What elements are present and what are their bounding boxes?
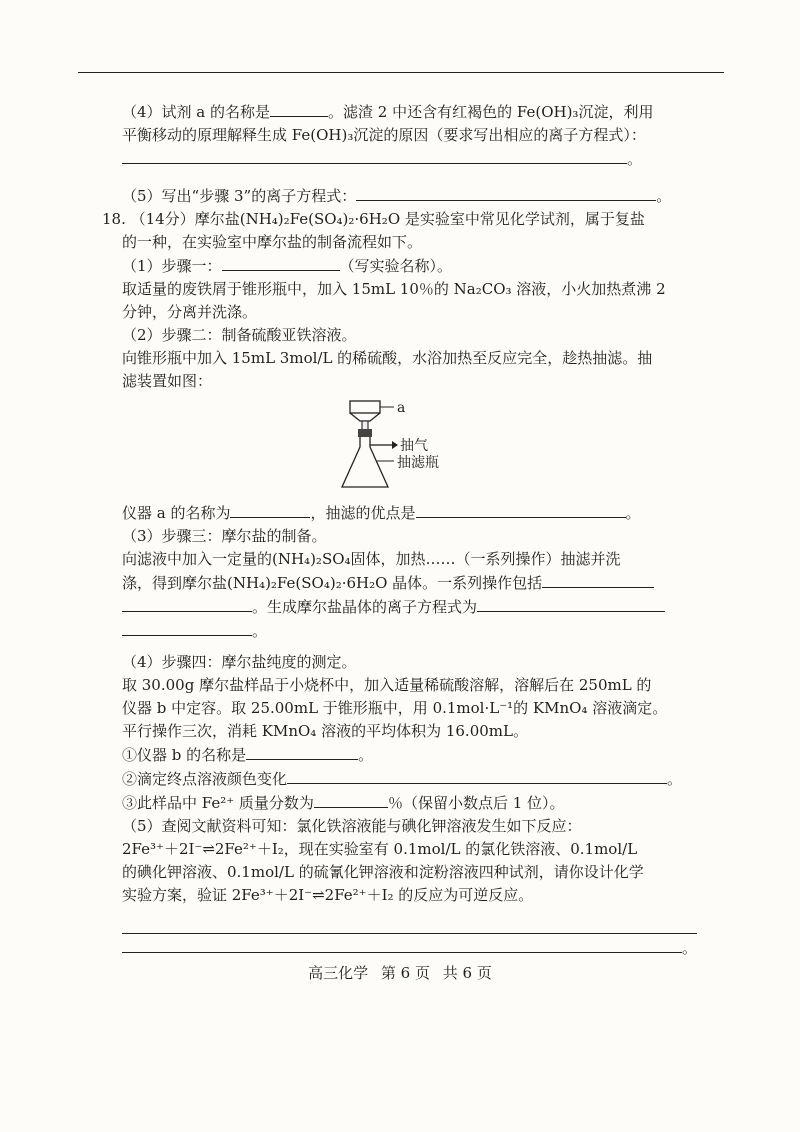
q18-heading-line1: 18. （14分）摩尔盐(NH₄)₂Fe(SO₄)₂·6H₂O 是实验室中常见化学试剂，属于复盐: [102, 210, 645, 228]
rubber-stopper: [358, 429, 372, 437]
q18-step1-line2: 分钟，分离并洗涤。: [122, 303, 258, 321]
q18-step3-line1: 向滤液中加入一定量的(NH₄)₂SO₄固体，加热……（一系列操作）抽滤并洗: [122, 550, 621, 568]
q17-part4-line3: [122, 147, 697, 171]
q18-s2-q-end: 。: [625, 504, 641, 522]
header-rule: [78, 72, 724, 73]
answer-blank-reagent-a[interactable]: [270, 100, 328, 117]
answer-blank-operations-2[interactable]: [122, 595, 252, 612]
q18-step2-title: （2）步骤二：制备硫酸亚铁溶液。: [122, 326, 357, 344]
q18-step4-q1: [122, 743, 697, 767]
q18-s2-q-text-a: 仪器 a 的名称为: [122, 504, 231, 522]
q17-part4-line2: 平衡移动的原理解释生成 Fe(OH)₃沉淀的原因（要求写出相应的离子方程式）：: [122, 126, 646, 144]
q18-step1-line1: 取适量的废铁屑于锥形瓶中，加入 15mL 10％的 Na₂CO₃ 溶液，小火加热煮沸 2: [122, 280, 666, 298]
q18-step3-title: （3）步骤三：摩尔盐的制备。: [122, 527, 327, 545]
answer-blank-fe-oh3-reason[interactable]: [122, 147, 627, 164]
q18-step3-line2: [122, 571, 697, 595]
answer-blank-ionic-equation-2[interactable]: [122, 619, 252, 636]
answer-blank-instrument-a[interactable]: [230, 501, 310, 518]
answer-blank-instrument-b[interactable]: [246, 743, 358, 760]
q18-s4-q1-end: 。: [358, 746, 374, 764]
q18-s4-q2-end: 。: [667, 770, 683, 788]
answer-blank-ionic-equation-1[interactable]: [477, 595, 665, 612]
q18-step5-answer-line2: [122, 936, 697, 960]
q17-p4-text-a: （4）试剂 a 的名称是: [122, 103, 271, 121]
q18-step4-line3: 平行操作三次，消耗 KMnO₄ 溶液的平均体积为 16.00mL。: [122, 722, 528, 740]
page-footer: [0, 962, 800, 983]
answer-line-experiment-1[interactable]: [122, 913, 697, 934]
figure-label-flask: 抽滤瓶: [397, 455, 439, 471]
footer-total-pages: 共 6 页: [442, 964, 492, 982]
answer-blank-operations-1[interactable]: [542, 571, 654, 588]
q18-step2-question: [122, 501, 697, 525]
figure-label-vacuum: 抽气: [400, 438, 428, 454]
q18-step1: [122, 254, 697, 278]
q17-part4-line1: [122, 100, 697, 124]
q18-step3-line3: [122, 595, 697, 619]
figure-label-a: a: [397, 400, 406, 416]
q18-step5-line2: 的碘化钾溶液、0.1mol/L 的硫氰化钾溶液和淀粉溶液四种试剂，请你设计化学: [122, 863, 644, 881]
vacuum-arrow-icon: [392, 441, 398, 449]
q18-s4-q1-text: ①仪器 b 的名称是: [122, 746, 247, 764]
footer-subject: 高三化学: [308, 964, 369, 982]
q18-step3-line4: [122, 619, 697, 643]
q18-step5-line1: 2Fe³⁺＋2I⁻⇌2Fe²⁺＋I₂，现在实验室有 0.1mol/L 的氯化铁溶液、0.1mol/L: [122, 840, 638, 858]
q17-p5-text: （5）写出“步骤 3”的离子方程式：: [122, 187, 357, 205]
q18-step5-title: （5）查阅文献资料可知：氯化铁溶液能与碘化钾溶液发生如下反应：: [122, 817, 582, 835]
q18-step4-q2: [122, 767, 697, 791]
q18-s1-suffix: （写实验名称）。: [339, 257, 453, 275]
buchner-funnel-body: [350, 401, 380, 413]
answer-line-experiment-2[interactable]: [122, 936, 682, 953]
q17-p5-end: 。: [656, 187, 672, 205]
q18-step4-title: （4）步骤四：摩尔盐纯度的测定。: [122, 653, 357, 671]
q18-step5-line3: 实验方案，验证 2Fe³⁺＋2I⁻⇌2Fe²⁺＋I₂ 的反应为可逆反应。: [122, 886, 534, 904]
answer-blank-fe2-mass-fraction[interactable]: [314, 791, 388, 808]
q18-s3-eq-text: 。生成摩尔盐晶体的离子方程式为: [252, 598, 478, 616]
q18-step4-q3: [122, 791, 697, 815]
q18-step4-line1: 取 30.00g 摩尔盐样品于小烧杯中，加入适量稀硫酸溶解，溶解后在 250mL 的: [122, 676, 652, 694]
q18-s3-text: 涤，得到摩尔盐(NH₄)₂Fe(SO₄)₂·6H₂O 晶体。一系列操作包括: [122, 574, 543, 592]
q18-s4-q3-suffix: ％（保留小数点后 1 位）。: [387, 794, 565, 812]
q18-step2-line1: 向锥形瓶中加入 15mL 3mol/L 的稀硫酸，水浴加热至反应完全，趁热抽滤。抽: [122, 349, 653, 367]
q18-s2-q-text-b: ，抽滤的优点是: [310, 504, 416, 522]
footer-page-number: 第 6 页: [380, 964, 430, 982]
q18-s4-q3-text: ③此样品中 Fe²⁺ 质量分数为: [122, 794, 314, 812]
q18-s3-end: 。: [252, 622, 268, 640]
q18-s4-q2-text: ②滴定终点溶液颜色变化: [122, 770, 288, 788]
answer-blank-step1-name[interactable]: [222, 254, 340, 271]
answer-blank-endpoint-color[interactable]: [287, 767, 667, 784]
page-content: [102, 100, 698, 960]
buchner-funnel-cone: [350, 413, 380, 421]
q18-s5-end: 。: [682, 939, 698, 957]
q17-part5: [122, 184, 697, 208]
answer-blank-filtration-advantage[interactable]: [416, 501, 626, 518]
q18-s1-label: （1）步骤一：: [122, 257, 222, 275]
q18-step2-line2: 滤装置如图：: [122, 372, 213, 390]
q17-p4-end: 。: [627, 150, 643, 168]
q18-heading-line2: 的一种，在实验室中摩尔盐的制备流程如下。: [122, 233, 423, 251]
answer-blank-step3-equation[interactable]: [356, 184, 656, 201]
suction-filtration-figure: [122, 395, 697, 495]
q18-step4-line2: 仪器 b 中定容。取 25.00mL 于锥形瓶中，用 0.1mol·L⁻¹的 KMnO₄ 溶液滴定。: [122, 699, 668, 717]
q17-p4-text-b: 。滤渣 2 中还含有红褐色的 Fe(OH)₃沉淀，利用: [328, 103, 654, 121]
